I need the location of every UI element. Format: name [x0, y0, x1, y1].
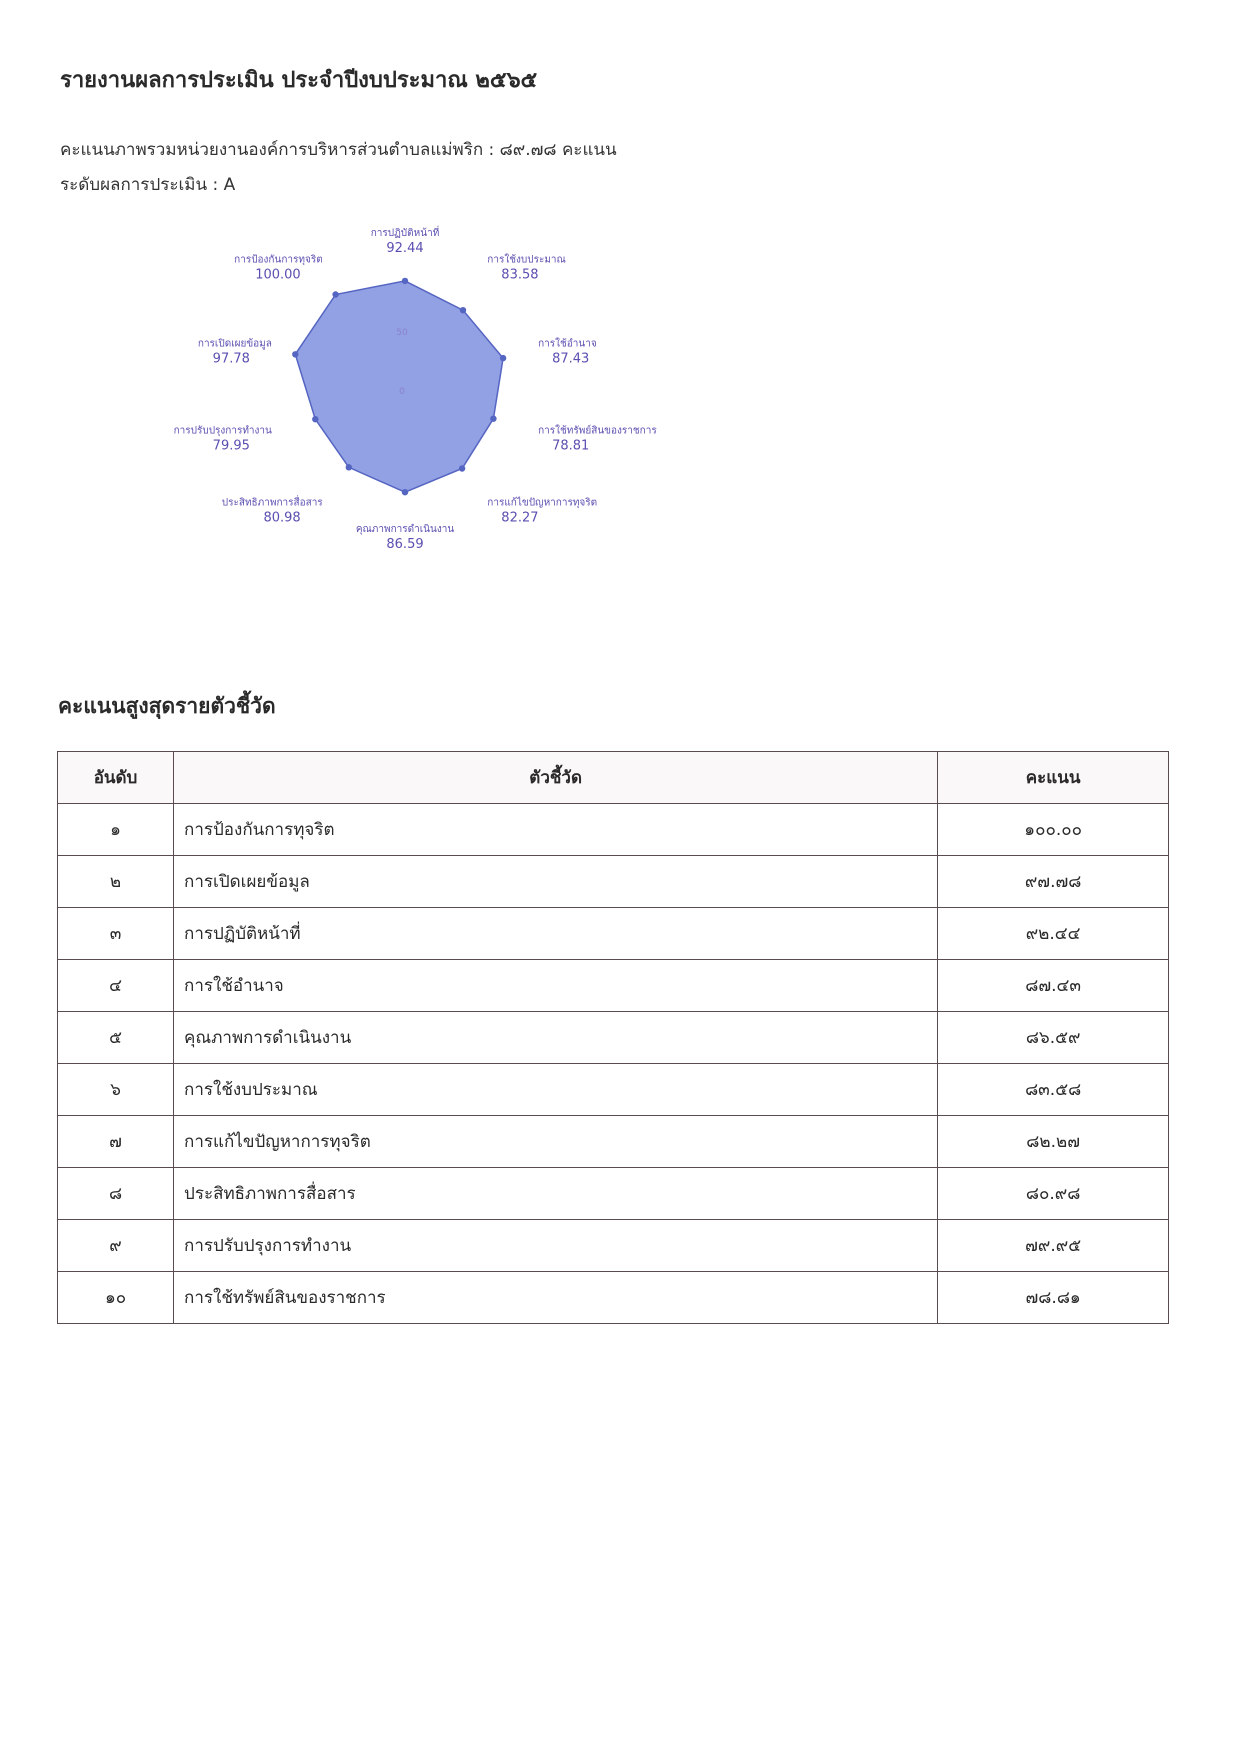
- axis-value: 92.44: [386, 241, 424, 256]
- axis-label: การแก้ไขปัญหาการทุจริต: [487, 497, 598, 509]
- axis-value: 83.58: [501, 267, 539, 283]
- indicator-cell: การเปิดเผยข้อมูล: [174, 856, 938, 908]
- data-point: [332, 291, 338, 297]
- header-score: คะแนน: [938, 752, 1169, 804]
- table-row: [58, 1168, 1169, 1220]
- axis-value: 100.00: [255, 267, 301, 283]
- axis-value: 87.43: [552, 351, 590, 367]
- indicator-cell: การใช้งบประมาณ: [174, 1064, 938, 1116]
- rank-cell: ๕: [58, 1012, 174, 1064]
- score-cell: ๘๗.๔๓: [938, 960, 1169, 1012]
- data-point: [500, 355, 506, 361]
- radar-chart: [170, 225, 690, 565]
- data-point: [292, 351, 298, 357]
- data-point: [490, 416, 496, 422]
- axis-value: 78.81: [552, 438, 590, 454]
- report-title: รายงานผลการประเมิน ประจำปีงบประมาณ ๒๕๖๕: [60, 68, 538, 93]
- rank-cell: ๓: [58, 908, 174, 960]
- score-cell: ๙๗.๗๘: [938, 856, 1169, 908]
- indicator-cell: การป้องกันการทุจริต: [174, 804, 938, 856]
- axis-value: 80.98: [263, 510, 301, 526]
- score-cell: ๗๙.๙๕: [938, 1220, 1169, 1272]
- table-row: [58, 960, 1169, 1012]
- axis-label: การเปิดเผยข้อมูล: [197, 338, 272, 350]
- axis-label: การป้องกันการทุจริต: [234, 254, 323, 266]
- axis-label: การปฏิบัติหน้าที่: [370, 228, 440, 239]
- score-cell: ๑๐๐.๐๐: [938, 804, 1169, 856]
- scale-tick-50: 50: [396, 328, 408, 338]
- axis-value: 79.95: [212, 438, 250, 454]
- axis-label: การปรับปรุงการทำงาน: [173, 425, 272, 437]
- table-row: [58, 1220, 1169, 1272]
- axis-label: การใช้งบประมาณ: [487, 254, 566, 266]
- axis-value: 82.27: [501, 510, 539, 526]
- score-cell: ๙๒.๔๔: [938, 908, 1169, 960]
- overall-score-text: คะแนนภาพรวมหน่วยงานองค์การบริหารส่วนตำบลแม่พริก : ๘๙.๗๘ คะแนน: [60, 140, 617, 160]
- indicator-cell: คุณภาพการดำเนินงาน: [174, 1012, 938, 1064]
- data-point: [402, 489, 408, 495]
- score-cell: ๘๖.๕๙: [938, 1012, 1169, 1064]
- axis-value: 97.78: [212, 351, 250, 367]
- axis-value: 86.59: [386, 537, 424, 552]
- axis-label: การใช้อำนาจ: [538, 338, 597, 350]
- rank-cell: ๙: [58, 1220, 174, 1272]
- score-cell: ๘๓.๕๘: [938, 1064, 1169, 1116]
- table-row: [58, 804, 1169, 856]
- indicator-cell: การใช้อำนาจ: [174, 960, 938, 1012]
- rank-cell: ๗: [58, 1116, 174, 1168]
- rank-cell: ๑๐: [58, 1272, 174, 1324]
- table-row: [58, 856, 1169, 908]
- scale-tick-0: 0: [399, 387, 405, 397]
- header-indicator: ตัวชี้วัด: [174, 752, 938, 804]
- header-rank: อันดับ: [58, 752, 174, 804]
- rank-cell: ๒: [58, 856, 174, 908]
- rank-cell: ๑: [58, 804, 174, 856]
- rank-cell: ๘: [58, 1168, 174, 1220]
- table-row: [58, 1012, 1169, 1064]
- rank-cell: ๔: [58, 960, 174, 1012]
- grade-text: ระดับผลการประเมิน : A: [60, 175, 236, 195]
- rank-cell: ๖: [58, 1064, 174, 1116]
- indicator-cell: ประสิทธิภาพการสื่อสาร: [174, 1168, 938, 1220]
- data-point: [459, 465, 465, 471]
- data-point: [312, 416, 318, 422]
- table-row: [58, 1272, 1169, 1324]
- indicator-cell: การแก้ไขปัญหาการทุจริต: [174, 1116, 938, 1168]
- axis-label: ประสิทธิภาพการสื่อสาร: [221, 497, 323, 509]
- data-point: [402, 278, 408, 284]
- indicator-cell: การปรับปรุงการทำงาน: [174, 1220, 938, 1272]
- ranking-section-title: คะแนนสูงสุดรายตัวชี้วัด: [58, 694, 276, 718]
- score-cell: ๗๘.๘๑: [938, 1272, 1169, 1324]
- indicator-cell: การปฏิบัติหน้าที่: [174, 908, 938, 960]
- data-point: [346, 464, 352, 470]
- axis-label: การใช้ทรัพย์สินของราชการ: [538, 425, 657, 437]
- table-row: [58, 1064, 1169, 1116]
- table-row: [58, 908, 1169, 960]
- score-cell: ๘๐.๙๘: [938, 1168, 1169, 1220]
- table-row: [58, 1116, 1169, 1168]
- ranking-table: [57, 751, 1169, 1324]
- score-cell: ๘๒.๒๗: [938, 1116, 1169, 1168]
- indicator-cell: การใช้ทรัพย์สินของราชการ: [174, 1272, 938, 1324]
- axis-label: คุณภาพการดำเนินงาน: [355, 524, 455, 535]
- table-header-row: [58, 752, 1169, 804]
- data-point: [460, 307, 466, 313]
